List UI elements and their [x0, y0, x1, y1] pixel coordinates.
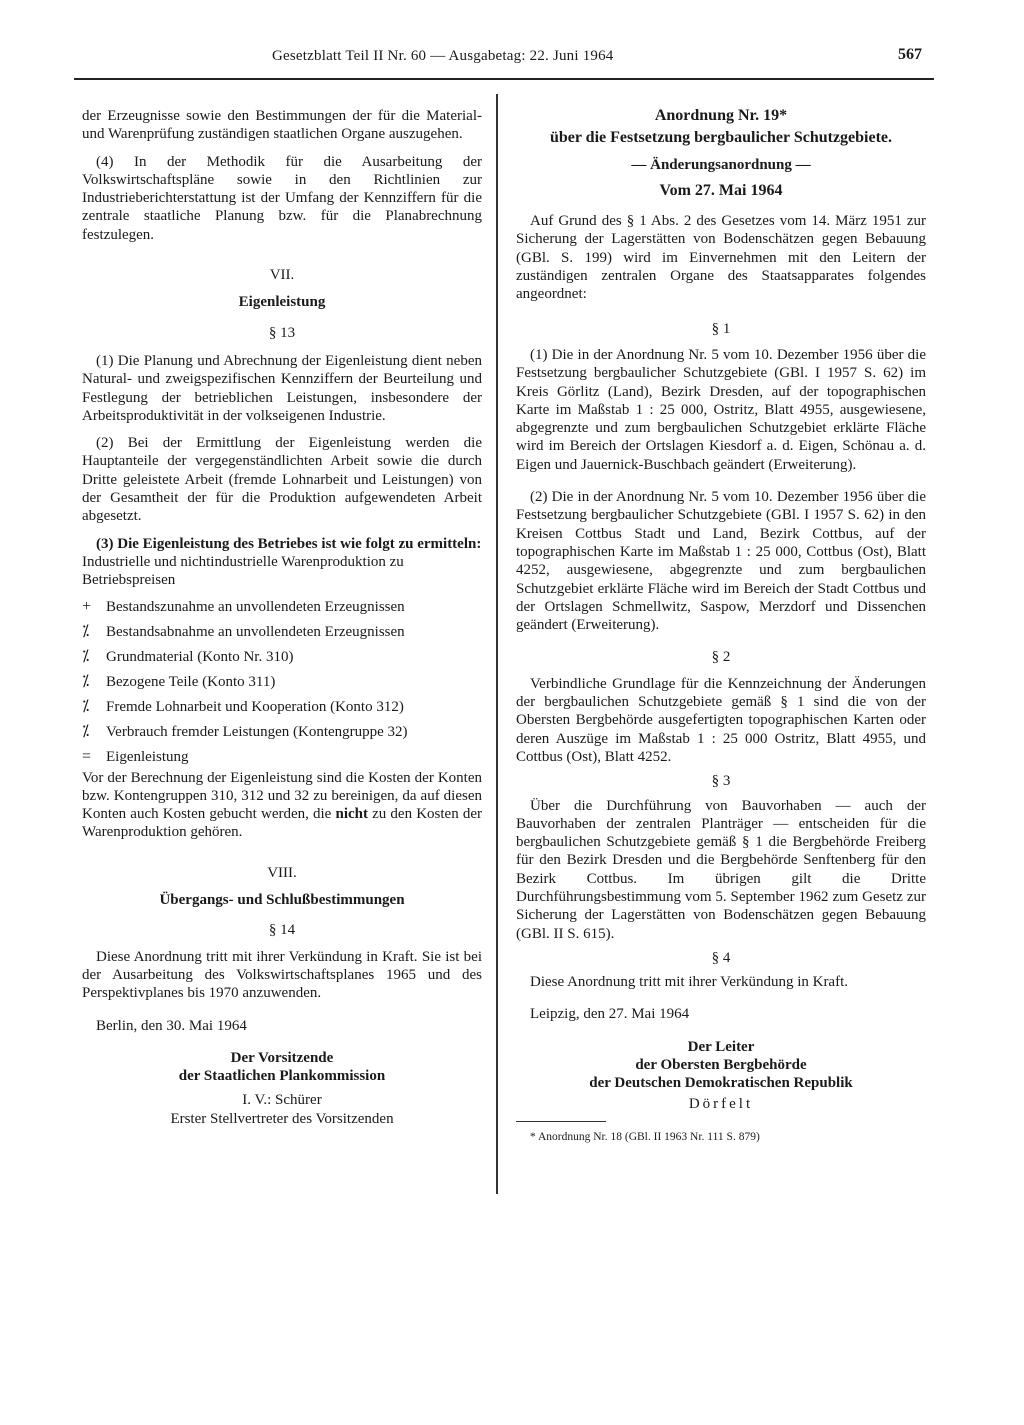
- calculation-item: [82, 594, 482, 619]
- calculation-item: [82, 694, 482, 719]
- calc-operator: ⁒: [82, 672, 90, 690]
- page-number: 567: [898, 46, 922, 63]
- calc-operator: ⁒: [82, 647, 90, 665]
- calc-text: Bestandszunahme an unvollendeten Erzeugnissen: [106, 598, 405, 615]
- paragraph-4-right: Diese Anordnung tritt mit ihrer Verkündung in Kraft.: [530, 974, 849, 991]
- page-header: [80, 46, 930, 72]
- calculation-item: [82, 669, 482, 694]
- calc-text: Grundmaterial (Konto Nr. 310): [106, 648, 294, 665]
- emphasis: nicht: [335, 806, 368, 823]
- footnote: * Anordnung Nr. 18 (GBl. II 1963 Nr. 111 S. 879): [530, 1130, 760, 1143]
- paragraph-13-after: [82, 769, 482, 842]
- paragraph-13-heading: § 13: [268, 324, 296, 341]
- text-span: Vor der Berechnung der Eigenleistung sind die Kosten der Konten bzw. Kontengruppen 310, 312 und 32 zu bereinigen, da auf diesen Konten auch Kosten gebucht werden, die: [82, 769, 482, 823]
- signature-title-3-right: der Deutschen Demokratischen Republik: [589, 1075, 853, 1092]
- signature-name-right: Dörfelt: [688, 1095, 754, 1112]
- calculation-item: [82, 644, 482, 669]
- paragraph-3: Über die Durchführung von Bauvorhaben — auch der Bauvorhaben der zentralen Planträger — entscheiden für die bergbaulichen Schutzgebiete gemäß § 1 die Bergbehörde Freiberg für den Bezirk Dresden und die Bergbehörde Senftenberg für den Bezirk Cottbus. Im übrigen gilt die Dritte Durchführungsbestimmung vom 5. September 1962 zum Gesetz zur Sicherung der Lagerstätten von Bodenschätzen gegen Bebauung (GBl. II S. 615).: [516, 797, 926, 942]
- calc-operator: ⁒: [82, 722, 90, 740]
- paragraph-4: (4) In der Methodik für die Ausarbeitung der Volkswirtschaftspläne sowie in den Richtlinien zur Industrieberichterstattung ist der Umfang der Kennziffern für die zentrale staatliche Planung bzw. für die Planabrechnung festzulegen.: [82, 153, 482, 243]
- signature-title-2: der Staatlichen Plankommission: [178, 1068, 386, 1085]
- calc-text: Bezogene Teile (Konto 311): [106, 673, 276, 690]
- place-date: Berlin, den 30. Mai 1964: [96, 1017, 247, 1034]
- section-8-number: VIII.: [267, 864, 297, 881]
- header-rule: [74, 78, 934, 80]
- column-divider: [496, 94, 498, 1194]
- calc-text: Verbrauch fremder Leistungen (Kontengruppe 32): [106, 723, 408, 740]
- signature-name: I. V.: Schürer: [242, 1092, 322, 1109]
- calc-operator: ⁒: [82, 622, 90, 640]
- paragraph-13-3: (3) Die Eigenleistung des Betriebes ist wie folgt zu ermitteln:: [96, 535, 482, 552]
- paragraph-4-heading: § 4: [711, 949, 731, 966]
- calc-text: Eigenleistung: [106, 748, 189, 765]
- section-7-number: VII.: [269, 267, 295, 284]
- text-span: zu den Kosten der Warenproduktion gehören.: [82, 806, 483, 841]
- paragraph-1-heading: § 1: [711, 320, 731, 337]
- calc-operator: =: [82, 747, 92, 765]
- section-8-title: Übergangs- und Schlußbestimmungen: [159, 892, 405, 909]
- calculation-item: [82, 744, 482, 769]
- calc-text: Fremde Lohnarbeit und Kooperation (Konto 312): [106, 698, 404, 715]
- calc-text: Bestandsabnahme an unvollendeten Erzeugnissen: [106, 623, 405, 640]
- right-column: [516, 107, 926, 1146]
- preamble: Auf Grund des § 1 Abs. 2 des Gesetzes vom 14. März 1951 zur Sicherung der Lagerstätten von Bodenschätzen gegen Bebauung (GBl. S. 199) wird im Einvernehmen mit den Leitern der zuständigen zentralen Organe des Staatsapparates folgendes angeordnet:: [516, 213, 926, 303]
- ordinance-subtitle: — Änderungsanordnung —: [631, 156, 811, 173]
- ordinance-date: Vom 27. Mai 1964: [659, 181, 783, 199]
- paragraph-3-heading: § 3: [711, 773, 731, 790]
- signature-title-2-right: der Obersten Bergbehörde: [635, 1057, 807, 1074]
- running-title: Gesetzblatt Teil II Nr. 60 — Ausgabetag: 22. Juni 1964: [272, 48, 614, 64]
- signature-role: Erster Stellvertreter des Vorsitzenden: [170, 1110, 394, 1127]
- paragraph-1-2: (2) Die in der Anordnung Nr. 5 vom 10. Dezember 1956 über die Festsetzung bergbaulicher Schutzgebiete (GBl. I 1957 S. 62) in den Kreisen Cottbus Stadt und Land, Bezirk Cottbus, auf der topographischen Karte im Maßstab 1 : 25 000, Cottbus (Ost), Blatt 4252, ausgewiesene, abgegrenzte und zum bergbaulichen Schutzgebiet erklärte Fläche wird im Bereich der Stadt Cottbus und der Ortslagen Schmellwitz, Saspow, Merzdorf und Dissenchen geändert (Erweiterung).: [516, 489, 926, 634]
- signature-title-1: Der Vorsitzende: [230, 1049, 334, 1066]
- paragraph-1-1: (1) Die in der Anordnung Nr. 5 vom 10. Dezember 1956 über die Festsetzung bergbaulicher Schutzgebiete (GBl. I 1957 S. 62) im Kreis Görlitz (Land), Bezirk Dresden, auf der topographischen Karte im Maßstab 1 : 25 000, Ostritz, Blatt 4955, ausgewiesene, abgegrenzte und zum bergbaulichen Schutzgebiet erklärte Fläche wird im Bereich der Ortslagen Kiesdorf a. d. Eigen, Schönau a. d. Eigen und Jauernick-Buschbach geändert (Erweiterung).: [516, 346, 926, 473]
- calculation-list: [82, 594, 482, 769]
- section-7-title: Eigenleistung: [238, 294, 326, 311]
- paragraph-13-2: (2) Bei der Ermittlung der Eigenleistung werden die Hauptanteile der vergegenständlichten Arbeit sowie die durch Dritte geleistete Arbeit (fremde Lohnarbeit und Leistungen) von der Gesamtheit der für die Produktion aufgewendeten Arbeit abgesetzt.: [82, 435, 482, 525]
- paragraph-14: Diese Anordnung tritt mit ihrer Verkündung in Kraft. Sie ist bei der Ausarbeitung des Volkswirtschaftsplanes 1965 und des Perspektivplanes bis 1970 anzuwenden.: [82, 948, 482, 1002]
- footnote-rule: [516, 1121, 606, 1122]
- paragraph-2: Verbindliche Grundlage für die Kennzeichnung der Änderungen der bergbaulichen Schutzgebiete gemäß § 1 sind die von der Obersten Bergbehörde ausgefertigten topographischen Karten oder deren Auszüge im Maßstab 1 : 25 000 Ostritz, Blatt 4955, und Cottbus (Ost), Blatt 4252.: [516, 675, 926, 765]
- left-column: [82, 107, 482, 1128]
- paragraph-13-1: (1) Die Planung und Abrechnung der Eigenleistung dient neben Natural- und zweigspezifischen Kennziffern der Beurteilung und Festlegung der betrieblichen Leistungen, insbesondere der Arbeitsproduktivität in der volkseigenen Industrie.: [82, 352, 482, 424]
- calculation-lead: Industrielle und nichtindustrielle Warenproduktion zu Betriebspreisen: [82, 553, 404, 589]
- calc-operator: +: [82, 597, 92, 615]
- ordinance-title-2: über die Festsetzung bergbaulicher Schutzgebiete.: [549, 129, 893, 147]
- paragraph-14-heading: § 14: [268, 922, 296, 939]
- ordinance-title-1: Anordnung Nr. 19*: [654, 107, 788, 124]
- place-date-right: Leipzig, den 27. Mai 1964: [530, 1006, 690, 1023]
- calculation-item: [82, 719, 482, 744]
- calculation-item: [82, 619, 482, 644]
- calc-operator: ⁒: [82, 697, 90, 715]
- signature-title-1-right: Der Leiter: [687, 1038, 755, 1055]
- paragraph-continuation: der Erzeugnisse sowie den Bestimmungen der für die Material- und Warenprüfung zuständigen staatlichen Organe auszugehen.: [82, 108, 482, 143]
- paragraph-2-heading: § 2: [711, 649, 731, 666]
